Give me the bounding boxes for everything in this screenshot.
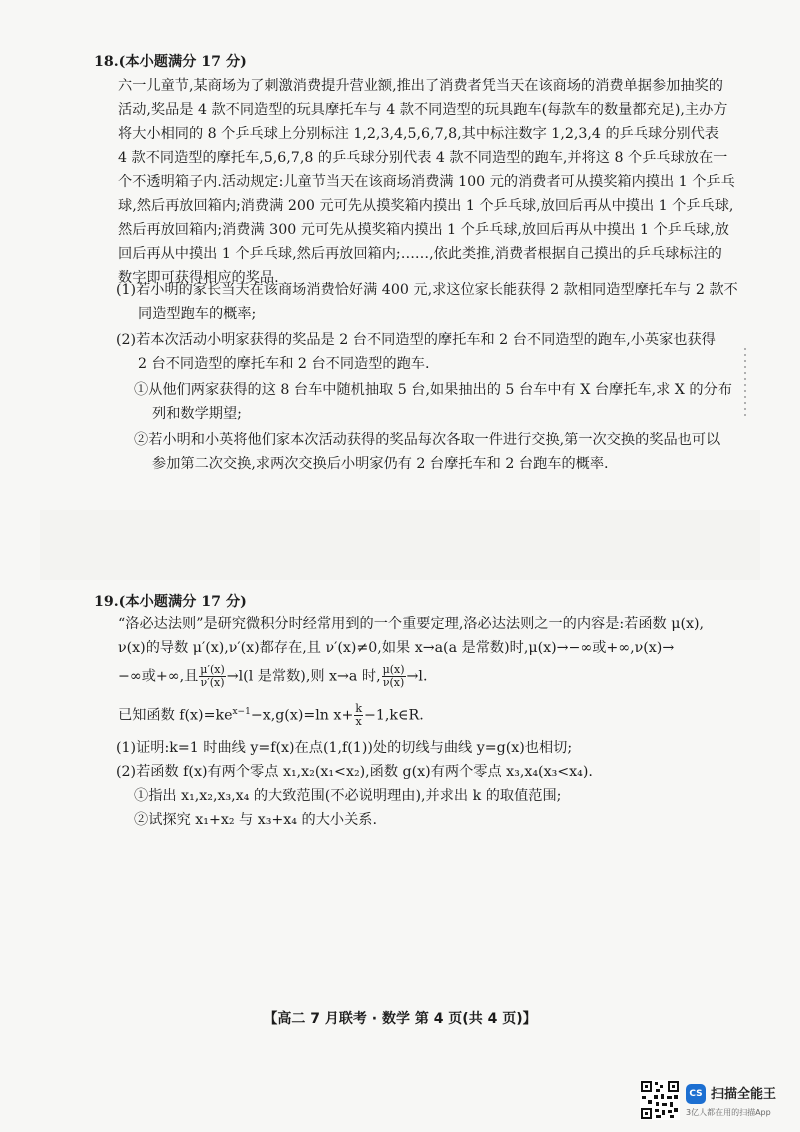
page-footer: 【高二 7 月联考 · 数学 第 4 页(共 4 页)】 bbox=[263, 1011, 537, 1027]
question-18-text-line: 然后再放回箱内;消费满 300 元可先从摸奖箱内摸出 1 个乒乓球,放回后再从中摸出 1 个乒乓球,放 bbox=[118, 222, 729, 238]
fraction-denominator: x bbox=[355, 715, 362, 729]
question-18-text-line: 数字即可获得相应的奖品. bbox=[118, 270, 279, 286]
question-18-text-line: 4 款不同造型的摩托车,5,6,7,8 的乒乓球分别代表 4 款不同造型的跑车,并将这 8 个乒乓球放在一 bbox=[118, 150, 728, 166]
question-19-part-2-2: ②试探究 x₁+x₂ 与 x₃+x₄ 的大小关系. bbox=[134, 812, 377, 828]
question-19-text-line: “洛必达法则”是研究微积分时经常用到的一个重要定理,洛必达法则之一的内容是:若函数 μ(x), bbox=[118, 616, 705, 632]
question-18-text-line: 个不透明箱子内.活动规定:儿童节当天在该商场消费满 100 元的消费者可从摸奖箱内摸出 1 个乒乓 bbox=[118, 174, 735, 190]
k-over-x-fraction bbox=[354, 703, 363, 728]
question-18-text-line: 回后再从中摸出 1 个乒乓球,然后再放回箱内;……,依此类推,消费者根据自己摸出的乒乓球标注的 bbox=[118, 246, 722, 262]
question-18-part-2: (2)若本次活动小明家获得的奖品是 2 台不同造型的摩托车和 2 台不同造型的跑车,小英家也获得 bbox=[116, 332, 716, 348]
text-segment: →l(l 是常数),则 x→a 时, bbox=[226, 668, 381, 685]
text-segment: 已知函数 f(x)=ke bbox=[118, 707, 233, 724]
question-19-text-line: ν(x)的导数 μ′(x),ν′(x)都存在,且 ν′(x)≠0,如果 x→a(a 是常数)时,μ(x)→−∞或+∞,ν(x)→ bbox=[118, 640, 675, 656]
scanner-app-tagline: 3亿人都在用的扫描App bbox=[686, 1108, 771, 1117]
question-18-part-2-1-cont: 列和数学期望; bbox=[152, 406, 242, 422]
fraction-numerator: k bbox=[355, 702, 362, 716]
question-18-text-line: 球,然后再放回箱内;消费满 200 元可先从摸奖箱内摸出 1 个乒乓球,放回后再从中摸出 1 个乒乓球, bbox=[118, 198, 734, 214]
text-segment: −x,g(x)=ln x+ bbox=[250, 707, 354, 724]
question-19-given-functions bbox=[118, 702, 424, 728]
text-segment: −1,k∈R. bbox=[364, 707, 424, 724]
fraction-denominator: ν′(x) bbox=[200, 676, 225, 689]
derivative-ratio-fraction bbox=[199, 664, 225, 689]
qr-code-icon bbox=[640, 1080, 680, 1120]
question-18-part-1-cont: 同造型跑车的概率; bbox=[138, 306, 257, 322]
question-18-part-1: (1)若小明的家长当天在该商场消费恰好满 400 元,求这位家长能获得 2 款相同造型摩托车与 2 款不 bbox=[116, 282, 738, 298]
binding-dots bbox=[741, 344, 753, 440]
question-19-part-1: (1)证明:k=1 时曲线 y=f(x)在点(1,f(1))处的切线与曲线 y=g(x)也相切; bbox=[116, 740, 573, 756]
fraction-denominator: ν(x) bbox=[382, 676, 405, 689]
fraction-numerator: μ(x) bbox=[382, 663, 405, 676]
question-18-part-2-2: ②若小明和小英将他们家本次活动获得的奖品每次各取一件进行交换,第一次交换的奖品也可以 bbox=[134, 432, 721, 448]
exponent: x−1 bbox=[232, 707, 251, 717]
fraction-numerator: μ′(x) bbox=[200, 663, 225, 676]
question-19-part-2-1: ①指出 x₁,x₂,x₃,x₄ 的大致范围(不必说明理由),并求出 k 的取值范围; bbox=[134, 788, 562, 804]
question-19-header: 19.(本小题满分 17 分) bbox=[94, 594, 247, 610]
question-18-text-line: 将大小相同的 8 个乒乓球上分别标注 1,2,3,4,5,6,7,8,其中标注数字 1,2,3,4 的乒乓球分别代表 bbox=[118, 126, 719, 142]
question-18-header: 18.(本小题满分 17 分) bbox=[94, 54, 247, 70]
text-segment: −∞或+∞,且 bbox=[118, 668, 199, 685]
scanner-app-name: 扫描全能王 bbox=[711, 1087, 777, 1102]
question-18-part-2-1: ①从他们两家获得的这 8 台车中随机抽取 5 台,如果抽出的 5 台车中有 X 台摩托车,求 X 的分布 bbox=[134, 382, 732, 398]
question-18-part-2-cont: 2 台不同造型的摩托车和 2 台不同造型的跑车. bbox=[138, 356, 430, 372]
question-19-part-2: (2)若函数 f(x)有两个零点 x₁,x₂(x₁<x₂),函数 g(x)有两个零点 x₃,x₄(x₃<x₄). bbox=[116, 764, 593, 780]
question-19-text-line-fraction bbox=[118, 664, 427, 689]
scanner-logo-icon: CS bbox=[686, 1084, 706, 1104]
question-18-text-line: 六一儿童节,某商场为了刺激消费提升营业额,推出了消费者凭当天在该商场的消费单据参加抽奖的 bbox=[118, 78, 723, 94]
answer-space bbox=[40, 510, 760, 580]
question-18-part-2-2-cont: 参加第二次交换,求两次交换后小明家仍有 2 台摩托车和 2 台跑车的概率. bbox=[152, 456, 609, 472]
text-segment: →l. bbox=[406, 668, 428, 685]
question-18-text-line: 活动,奖品是 4 款不同造型的玩具摩托车与 4 款不同造型的玩具跑车(每款车的数量都充足),主办方 bbox=[118, 102, 728, 118]
function-ratio-fraction bbox=[382, 664, 406, 689]
